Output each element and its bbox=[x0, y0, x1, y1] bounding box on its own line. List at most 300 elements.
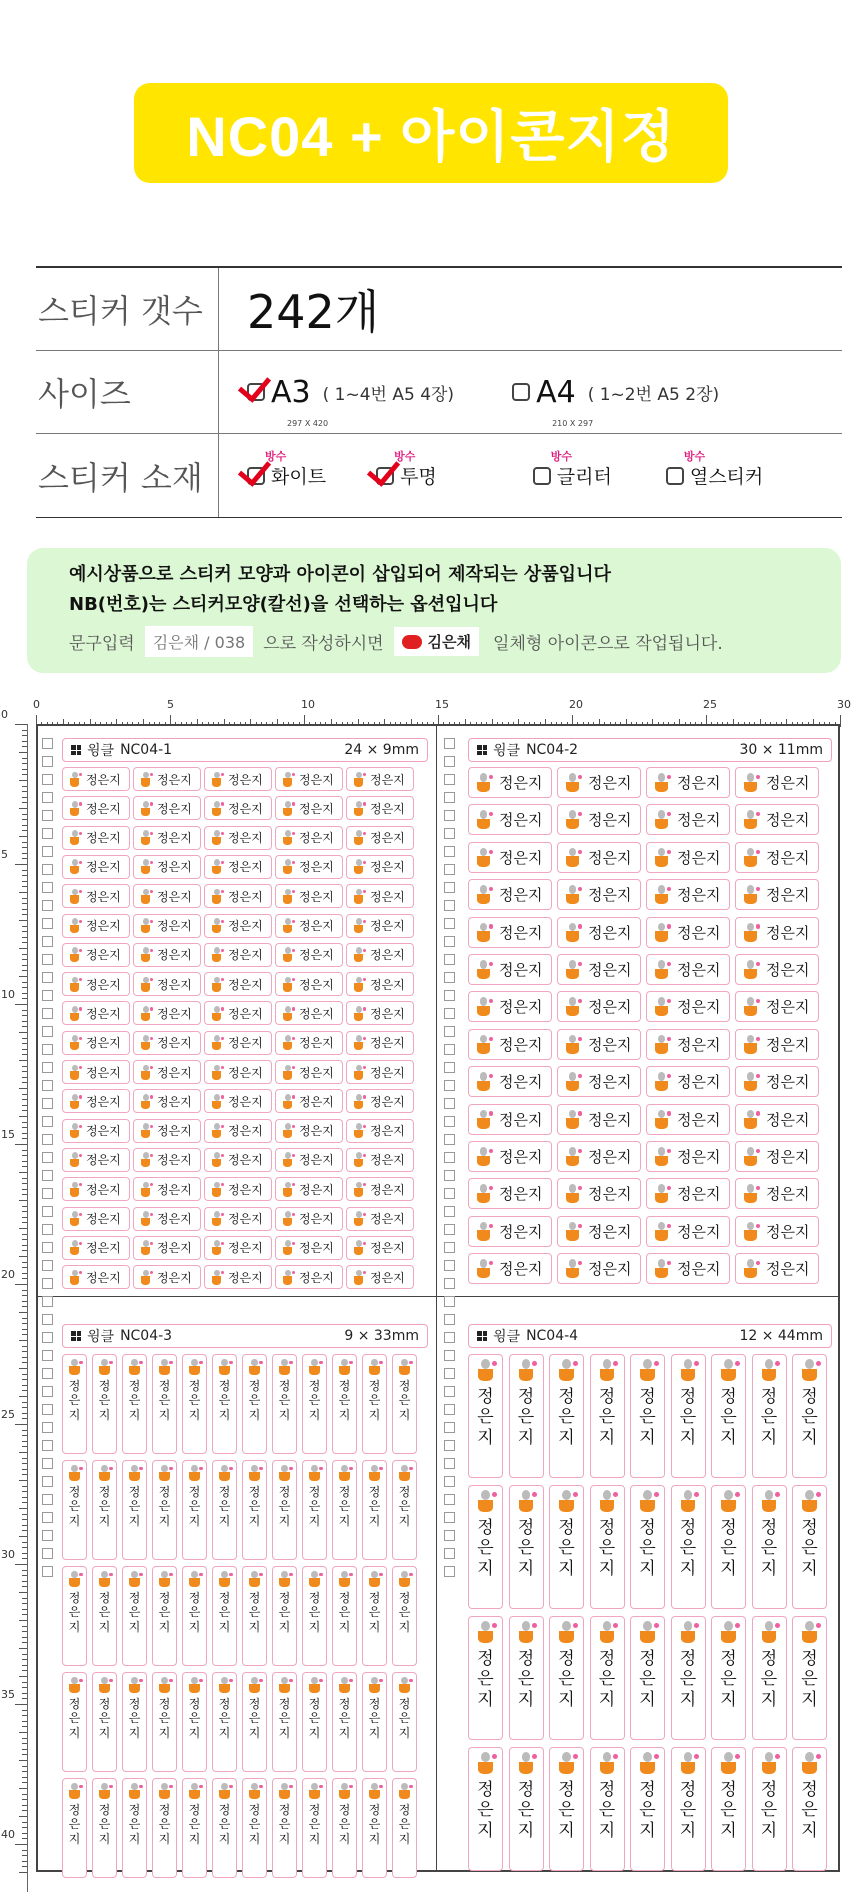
material-option-heat[interactable] bbox=[666, 450, 764, 489]
ruler-tick bbox=[22, 847, 27, 848]
sticker bbox=[646, 954, 730, 985]
notice-line-2: NB(번호)는 스티커모양(칼선)을 선택하는 옵션입니다 bbox=[69, 594, 498, 615]
flower-dot bbox=[363, 1095, 366, 1098]
ruler-label: 35 bbox=[1, 1688, 15, 1701]
flowerpot-icon bbox=[337, 1571, 353, 1587]
flowerpot-icon bbox=[187, 1783, 203, 1799]
material-option-white[interactable] bbox=[247, 450, 327, 489]
ruler-tick bbox=[19, 976, 27, 977]
sticker-char: 지 bbox=[517, 1427, 535, 1448]
sticker-char: 은 bbox=[801, 1538, 818, 1559]
sticker bbox=[275, 826, 343, 850]
flower-dot bbox=[292, 1183, 295, 1186]
plant-shape bbox=[480, 1035, 488, 1044]
size-option-a3[interactable] bbox=[247, 374, 455, 428]
logo-icon bbox=[477, 745, 487, 755]
hole bbox=[444, 1080, 455, 1091]
sticker-char: 지 bbox=[248, 1619, 261, 1634]
flowerpot-icon bbox=[677, 1621, 699, 1643]
sticker bbox=[62, 1148, 130, 1172]
flowerpot-icon bbox=[758, 1490, 780, 1512]
flower-dot bbox=[775, 1492, 780, 1497]
flower-dot bbox=[667, 962, 671, 966]
flowerpot-icon bbox=[718, 1490, 740, 1512]
flowerpot-icon bbox=[307, 1359, 323, 1375]
flowerpot-icon bbox=[67, 859, 82, 874]
sticker bbox=[549, 1616, 584, 1740]
flowerpot-icon bbox=[127, 1571, 143, 1587]
flower-dot bbox=[379, 1573, 383, 1577]
flowerpot-icon bbox=[563, 997, 582, 1016]
ruler-tick bbox=[22, 909, 27, 910]
sticker-char: 은 bbox=[720, 1669, 737, 1690]
pot-shape bbox=[477, 969, 489, 979]
flower-dot bbox=[150, 802, 153, 805]
plant-shape bbox=[562, 1490, 571, 1500]
pot-shape bbox=[70, 778, 80, 786]
sticker-text: 정은지 bbox=[86, 1270, 121, 1285]
sticker-text: 정은지 bbox=[677, 1035, 721, 1054]
sticker-char: 정 bbox=[368, 1697, 381, 1711]
plant-shape bbox=[281, 1677, 287, 1684]
flowerpot-icon bbox=[351, 772, 366, 787]
pot-shape bbox=[249, 1366, 259, 1375]
sticker-char: 은 bbox=[308, 1817, 321, 1832]
size-option-a4[interactable] bbox=[512, 374, 720, 428]
sticker-text bbox=[279, 1379, 291, 1422]
pot-shape bbox=[141, 866, 151, 874]
pot-shape bbox=[70, 1247, 80, 1255]
flower-dot bbox=[409, 1467, 413, 1471]
pot-shape bbox=[283, 808, 293, 816]
flowerpot-icon bbox=[67, 1270, 82, 1285]
sticker-text: 정은지 bbox=[766, 886, 810, 905]
sticker-char: 지 bbox=[398, 1831, 411, 1846]
sticker-text: 정은지 bbox=[228, 801, 263, 816]
flowerpot-icon bbox=[277, 1677, 293, 1693]
sticker-text: 정은지 bbox=[588, 1260, 632, 1279]
sticker-text: 정은지 bbox=[677, 923, 721, 942]
sticker-char: 지 bbox=[477, 1820, 494, 1841]
flowerpot-icon bbox=[138, 772, 153, 787]
sample-sticker bbox=[394, 627, 479, 656]
sticker-char: 정 bbox=[639, 1780, 656, 1800]
plant-shape bbox=[311, 1783, 317, 1790]
waterproof-tag: 방수 bbox=[683, 450, 706, 463]
flower-dot bbox=[289, 1573, 293, 1577]
plant-shape bbox=[658, 1035, 666, 1044]
flowerpot-icon bbox=[596, 1621, 618, 1643]
sticker-text bbox=[558, 1387, 574, 1448]
sticker-text bbox=[558, 1649, 574, 1710]
ruler-label: 20 bbox=[1, 1268, 15, 1281]
logo-square bbox=[477, 745, 482, 750]
hole bbox=[444, 1152, 455, 1163]
size-dimension: 210 X 297 bbox=[552, 418, 594, 428]
sticker-char: 지 bbox=[158, 1619, 171, 1634]
flower-dot bbox=[221, 861, 224, 864]
sticker-text bbox=[279, 1591, 291, 1634]
pot-shape bbox=[519, 1500, 533, 1512]
pot-shape bbox=[655, 1006, 667, 1016]
ruler-tick bbox=[19, 1592, 27, 1593]
flowerpot-icon bbox=[741, 773, 760, 792]
flower-dot bbox=[409, 1573, 413, 1577]
flowerpot-icon bbox=[351, 1123, 366, 1138]
ruler-tick bbox=[22, 1698, 27, 1699]
checkbox-icon[interactable] bbox=[512, 383, 530, 401]
sticker bbox=[557, 1104, 641, 1135]
flowerpot-icon bbox=[351, 1006, 366, 1021]
ruler-tick bbox=[22, 1323, 27, 1324]
size-name: A3 bbox=[271, 374, 311, 410]
plant-shape bbox=[765, 1752, 774, 1762]
ruler-tick bbox=[22, 1519, 27, 1520]
sticker-text bbox=[99, 1591, 111, 1634]
sticker bbox=[468, 1029, 552, 1060]
sticker bbox=[152, 1778, 177, 1878]
pot-shape bbox=[354, 1013, 364, 1021]
sticker bbox=[133, 1177, 201, 1201]
pot-shape bbox=[283, 1013, 293, 1021]
hole bbox=[42, 1260, 53, 1271]
sticker-text: 정은지 bbox=[228, 1094, 263, 1109]
sticker-text: 정은지 bbox=[677, 811, 721, 830]
sticker bbox=[212, 1460, 237, 1560]
sticker-char: 지 bbox=[598, 1558, 616, 1579]
checkbox-icon[interactable] bbox=[247, 467, 265, 485]
flower-dot bbox=[578, 1224, 582, 1228]
flowerpot-icon bbox=[280, 1182, 295, 1197]
ruler-tick bbox=[22, 1833, 27, 1834]
flower-dot bbox=[221, 1183, 224, 1186]
sticker bbox=[346, 1236, 414, 1260]
sticker-text: 정은지 bbox=[370, 977, 405, 992]
sticker-text: 정은지 bbox=[370, 801, 405, 816]
sticker-char: 정 bbox=[158, 1697, 171, 1711]
plant-shape bbox=[481, 1490, 490, 1500]
ruler-tick bbox=[19, 1620, 27, 1621]
flowerpot-icon bbox=[209, 1182, 224, 1197]
plant-shape bbox=[658, 1259, 666, 1268]
flowerpot-icon bbox=[209, 1270, 224, 1285]
sticker-text bbox=[599, 1518, 615, 1579]
pot-shape bbox=[279, 1366, 289, 1375]
checkbox-icon[interactable] bbox=[376, 467, 394, 485]
flower-dot bbox=[259, 1361, 263, 1365]
sticker-char: 은 bbox=[398, 1817, 411, 1832]
flower-dot bbox=[292, 1271, 295, 1274]
sticker-char: 지 bbox=[188, 1725, 201, 1740]
sticker-char: 정 bbox=[338, 1485, 351, 1499]
flowerpot-icon bbox=[637, 1621, 659, 1643]
sticker bbox=[557, 1253, 641, 1284]
flowerpot-icon bbox=[397, 1677, 413, 1693]
flower-dot bbox=[578, 962, 582, 966]
pot-shape bbox=[354, 925, 364, 933]
sticker-text bbox=[69, 1485, 81, 1528]
plant-shape bbox=[356, 1240, 362, 1247]
sticker-text bbox=[639, 1518, 655, 1579]
plant-shape bbox=[251, 1359, 257, 1366]
sticker-char: 정 bbox=[68, 1697, 81, 1711]
sticker bbox=[152, 1672, 177, 1772]
sticker-char: 은 bbox=[248, 1605, 261, 1620]
sticker bbox=[275, 1001, 343, 1025]
sticker-text bbox=[477, 1387, 493, 1448]
pot-shape bbox=[369, 1578, 379, 1587]
ruler-tick bbox=[19, 1508, 27, 1509]
flower-dot bbox=[221, 978, 224, 981]
sticker-text bbox=[339, 1591, 351, 1634]
sticker-text bbox=[761, 1649, 777, 1710]
sticker-char: 지 bbox=[477, 1558, 494, 1579]
flowerpot-icon bbox=[474, 1184, 493, 1203]
flowerpot-icon bbox=[741, 1259, 760, 1278]
pot-shape bbox=[681, 1631, 695, 1643]
flowerpot-icon bbox=[351, 1094, 366, 1109]
flowerpot-icon bbox=[397, 1783, 413, 1799]
flowerpot-icon bbox=[637, 1752, 659, 1774]
ruler-tick bbox=[22, 1626, 27, 1627]
flowerpot-icon bbox=[138, 830, 153, 845]
hole bbox=[42, 918, 53, 929]
sticker-text: 정은지 bbox=[157, 1065, 192, 1080]
flower-dot bbox=[363, 802, 366, 805]
sticker-text: 정은지 bbox=[766, 961, 810, 979]
pot-shape bbox=[354, 1247, 364, 1255]
plant-shape bbox=[101, 1571, 107, 1578]
flowerpot-icon bbox=[209, 1094, 224, 1109]
sticker-char: 정 bbox=[68, 1803, 81, 1817]
pot-shape bbox=[99, 1790, 109, 1799]
plant-shape bbox=[101, 1677, 107, 1684]
plant-shape bbox=[658, 810, 666, 819]
plant-shape bbox=[747, 1072, 755, 1081]
flowerpot-icon bbox=[217, 1783, 233, 1799]
flowerpot-icon bbox=[652, 923, 671, 942]
sticker-text: 정은지 bbox=[766, 848, 810, 867]
sticker bbox=[62, 1031, 130, 1055]
sticker-char: 은 bbox=[68, 1605, 81, 1620]
hole bbox=[42, 1494, 53, 1505]
flower-dot bbox=[756, 962, 760, 966]
sticker bbox=[133, 1265, 201, 1289]
flower-dot bbox=[319, 1785, 323, 1789]
hole bbox=[42, 1512, 53, 1523]
sticker-text bbox=[761, 1780, 777, 1841]
ruler-tick bbox=[22, 1659, 27, 1660]
checkbox-icon[interactable] bbox=[247, 383, 265, 401]
flowerpot-icon bbox=[209, 1152, 224, 1167]
sticker-char: 은 bbox=[598, 1669, 616, 1690]
sticker bbox=[468, 842, 552, 873]
ruler-tick bbox=[22, 942, 27, 943]
ruler-tick bbox=[22, 1043, 27, 1044]
pot-shape bbox=[129, 1684, 139, 1693]
flowerpot-icon bbox=[209, 830, 224, 845]
panel-brand: 윙클 bbox=[493, 1329, 521, 1345]
flowerpot-icon bbox=[741, 1184, 760, 1203]
sticker bbox=[92, 1354, 117, 1454]
sticker-char: 지 bbox=[368, 1513, 381, 1528]
sticker bbox=[133, 914, 201, 938]
logo-square bbox=[77, 745, 82, 750]
plant-shape bbox=[643, 1359, 652, 1369]
ruler-tick bbox=[15, 1564, 27, 1565]
pot-shape bbox=[477, 1006, 489, 1016]
pot-shape bbox=[219, 1684, 229, 1693]
pot-shape bbox=[566, 1268, 578, 1278]
sticker-text bbox=[558, 1780, 574, 1841]
sticker-char: 정 bbox=[128, 1803, 141, 1817]
plant-shape bbox=[311, 1677, 317, 1684]
plant-shape bbox=[522, 1359, 531, 1369]
sticker bbox=[630, 1354, 665, 1478]
sticker-text: 정은지 bbox=[299, 1212, 334, 1226]
pot-shape bbox=[477, 782, 489, 792]
sticker bbox=[122, 1566, 147, 1666]
plant-shape bbox=[191, 1571, 197, 1578]
hole bbox=[444, 1170, 455, 1181]
sticker bbox=[646, 917, 730, 948]
ruler-tick bbox=[22, 1463, 27, 1464]
sticker bbox=[590, 1485, 625, 1609]
plant-shape bbox=[480, 773, 488, 782]
pot-shape bbox=[70, 954, 80, 962]
flower-dot bbox=[573, 1754, 578, 1759]
sticker-text: 정은지 bbox=[370, 889, 405, 904]
flower-dot bbox=[578, 999, 582, 1003]
sticker bbox=[630, 1616, 665, 1740]
flowerpot-icon bbox=[157, 1783, 173, 1799]
notice-line-1: 예시상품으로 스티커 모양과 아이콘이 삽입되어 제작되는 상품입니다 bbox=[69, 564, 611, 585]
flowerpot-icon bbox=[475, 1621, 497, 1643]
flowerpot-icon bbox=[209, 947, 224, 962]
hole bbox=[42, 936, 53, 947]
pot-shape bbox=[283, 1042, 293, 1050]
plant-shape bbox=[161, 1571, 167, 1578]
flower-dot bbox=[363, 1066, 366, 1069]
sticker-text: 정은지 bbox=[299, 1036, 334, 1051]
flowerpot-icon bbox=[138, 1240, 153, 1255]
flower-dot bbox=[292, 1007, 295, 1010]
sticker bbox=[735, 1141, 819, 1172]
flower-dot bbox=[667, 887, 671, 891]
sticker-char: 은 bbox=[98, 1499, 111, 1514]
sticker-text bbox=[219, 1485, 231, 1528]
sticker-text bbox=[339, 1485, 351, 1528]
plant-shape bbox=[72, 1182, 78, 1189]
flower-dot bbox=[654, 1361, 659, 1366]
sticker-text: 정은지 bbox=[370, 1065, 405, 1080]
flowerpot-icon bbox=[474, 1147, 493, 1166]
flowerpot-icon bbox=[741, 810, 760, 829]
ruler-tick bbox=[19, 948, 27, 949]
flower-dot bbox=[292, 1095, 295, 1098]
ruler-tick bbox=[22, 1357, 27, 1358]
pot-shape bbox=[279, 1578, 289, 1587]
ruler-tick bbox=[22, 1133, 27, 1134]
sticker-text: 정은지 bbox=[228, 1036, 263, 1051]
flower-dot bbox=[79, 1467, 83, 1471]
plant-shape bbox=[569, 1110, 577, 1119]
sticker bbox=[646, 767, 730, 798]
sticker-text: 정은지 bbox=[499, 886, 543, 905]
ruler-tick bbox=[22, 1262, 27, 1263]
sticker-char: 은 bbox=[558, 1407, 575, 1428]
pot-shape bbox=[141, 925, 151, 933]
plant-shape bbox=[356, 801, 362, 808]
sticker-text: 정은지 bbox=[766, 998, 810, 1017]
material-option-clear[interactable] bbox=[376, 450, 437, 489]
plant-shape bbox=[569, 1072, 577, 1081]
plant-shape bbox=[658, 848, 666, 857]
hole bbox=[42, 864, 53, 875]
sticker bbox=[204, 1119, 272, 1143]
plant-shape bbox=[480, 1072, 488, 1081]
sticker-text bbox=[339, 1803, 351, 1846]
hole bbox=[444, 1440, 455, 1451]
flower-dot bbox=[654, 1754, 659, 1759]
flowerpot-icon bbox=[741, 923, 760, 942]
sticker bbox=[752, 1354, 787, 1478]
checkbox-icon[interactable] bbox=[533, 467, 551, 485]
sticker-char: 은 bbox=[278, 1499, 291, 1514]
sticker-char: 지 bbox=[558, 1820, 575, 1841]
pot-shape bbox=[354, 1130, 364, 1138]
sticker bbox=[122, 1354, 147, 1454]
sticker-text bbox=[801, 1518, 817, 1579]
sticker-char: 은 bbox=[338, 1499, 351, 1514]
checkbox-icon[interactable] bbox=[666, 467, 684, 485]
ruler-tick bbox=[22, 1278, 27, 1279]
sticker-text bbox=[249, 1485, 261, 1528]
sticker-char: 은 bbox=[368, 1711, 381, 1726]
sticker-text: 정은지 bbox=[588, 774, 632, 792]
plant-shape bbox=[401, 1359, 407, 1366]
material-option-glitter[interactable] bbox=[533, 450, 612, 489]
ruler-label: 25 bbox=[703, 698, 717, 711]
flowerpot-icon bbox=[209, 772, 224, 787]
sticker-char: 지 bbox=[558, 1427, 575, 1448]
flowerpot-icon bbox=[138, 1065, 153, 1080]
hole bbox=[444, 756, 455, 767]
sticker-text: 정은지 bbox=[228, 1212, 263, 1226]
sticker-char: 정 bbox=[98, 1697, 111, 1711]
flower-dot bbox=[150, 949, 153, 952]
sticker-char: 지 bbox=[158, 1513, 171, 1528]
flowerpot-icon bbox=[652, 1147, 671, 1166]
flower-dot bbox=[349, 1679, 353, 1683]
flowerpot-icon bbox=[67, 1240, 82, 1255]
ruler-tick bbox=[22, 1558, 27, 1559]
sticker-char: 지 bbox=[558, 1689, 575, 1710]
plant-shape bbox=[161, 1359, 167, 1366]
plant-shape bbox=[603, 1752, 612, 1762]
hole bbox=[42, 756, 53, 767]
ruler-tick bbox=[22, 1491, 27, 1492]
pot-shape bbox=[477, 1118, 489, 1128]
ruler-tick bbox=[19, 1452, 27, 1453]
flowerpot-icon bbox=[138, 1152, 153, 1167]
sticker bbox=[242, 1460, 267, 1560]
plant-shape bbox=[747, 848, 755, 857]
sticker bbox=[792, 1616, 827, 1740]
sticker-char: 지 bbox=[68, 1725, 81, 1740]
sticker-text: 정은지 bbox=[499, 1222, 543, 1241]
flowerpot-icon bbox=[280, 1270, 295, 1285]
